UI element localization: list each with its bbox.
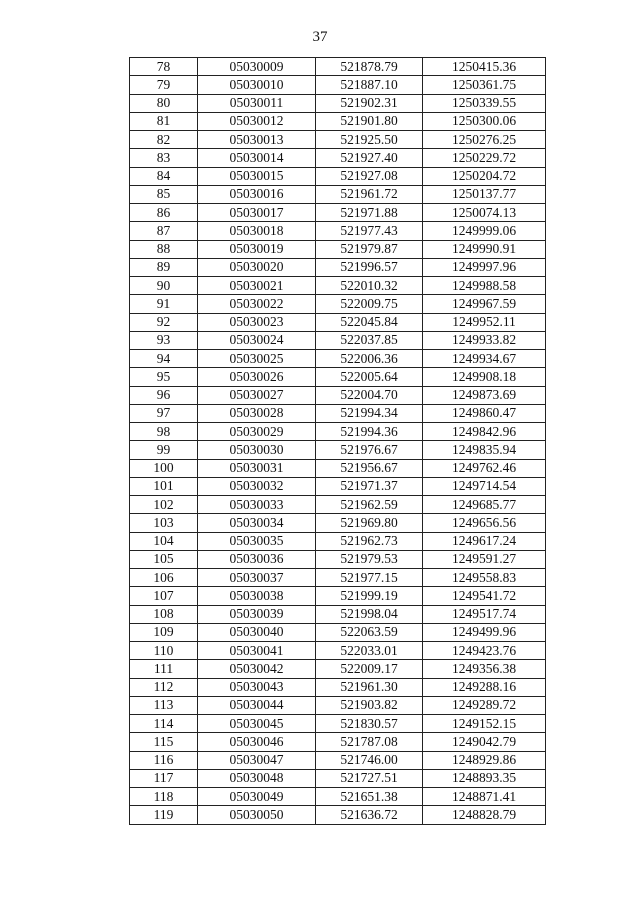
x-coordinate-cell: 521977.15	[316, 569, 423, 587]
table-row	[130, 605, 546, 623]
x-coordinate-cell: 521887.10	[316, 76, 423, 94]
table-row	[130, 423, 546, 441]
x-coordinate-cell: 521979.53	[316, 550, 423, 568]
point-id-cell: 05030042	[198, 660, 316, 678]
point-id-cell: 05030048	[198, 769, 316, 787]
row-number-cell: 96	[130, 386, 198, 404]
y-coordinate-cell: 1248893.35	[423, 769, 546, 787]
table-row	[130, 76, 546, 94]
x-coordinate-cell: 522005.64	[316, 368, 423, 386]
row-number-cell: 119	[130, 806, 198, 824]
point-id-cell: 05030045	[198, 715, 316, 733]
row-number-cell: 117	[130, 769, 198, 787]
y-coordinate-cell: 1249591.27	[423, 550, 546, 568]
y-coordinate-cell: 1249842.96	[423, 423, 546, 441]
x-coordinate-cell: 521994.36	[316, 423, 423, 441]
y-coordinate-cell: 1250204.72	[423, 167, 546, 185]
table-row	[130, 386, 546, 404]
point-id-cell: 05030025	[198, 350, 316, 368]
row-number-cell: 111	[130, 660, 198, 678]
y-coordinate-cell: 1248828.79	[423, 806, 546, 824]
y-coordinate-cell: 1249988.58	[423, 277, 546, 295]
coordinates-table	[129, 57, 546, 825]
x-coordinate-cell: 521996.57	[316, 258, 423, 276]
x-coordinate-cell: 521977.43	[316, 222, 423, 240]
x-coordinate-cell: 521976.67	[316, 441, 423, 459]
row-number-cell: 105	[130, 550, 198, 568]
point-id-cell: 05030029	[198, 423, 316, 441]
x-coordinate-cell: 521962.59	[316, 496, 423, 514]
coordinates-table-body	[130, 58, 546, 825]
page-number: 37	[312, 29, 328, 45]
row-number-cell: 82	[130, 131, 198, 149]
y-coordinate-cell: 1250415.36	[423, 58, 546, 76]
x-coordinate-cell: 521999.19	[316, 587, 423, 605]
x-coordinate-cell: 521925.50	[316, 131, 423, 149]
point-id-cell: 05030038	[198, 587, 316, 605]
y-coordinate-cell: 1250300.06	[423, 112, 546, 130]
row-number-cell: 115	[130, 733, 198, 751]
table-row	[130, 587, 546, 605]
point-id-cell: 05030017	[198, 204, 316, 222]
table-row	[130, 277, 546, 295]
x-coordinate-cell: 521961.72	[316, 185, 423, 203]
table-row	[130, 623, 546, 641]
table-row	[130, 167, 546, 185]
table-row	[130, 441, 546, 459]
y-coordinate-cell: 1250361.75	[423, 76, 546, 94]
row-number-cell: 109	[130, 623, 198, 641]
y-coordinate-cell: 1249152.15	[423, 715, 546, 733]
point-id-cell: 05030037	[198, 569, 316, 587]
row-number-cell: 116	[130, 751, 198, 769]
point-id-cell: 05030009	[198, 58, 316, 76]
row-number-cell: 114	[130, 715, 198, 733]
table-row	[130, 806, 546, 824]
table-row	[130, 678, 546, 696]
row-number-cell: 113	[130, 696, 198, 714]
x-coordinate-cell: 521746.00	[316, 751, 423, 769]
y-coordinate-cell: 1249042.79	[423, 733, 546, 751]
point-id-cell: 05030021	[198, 277, 316, 295]
table-row	[130, 569, 546, 587]
point-id-cell: 05030032	[198, 477, 316, 495]
table-row	[130, 751, 546, 769]
table-row	[130, 696, 546, 714]
row-number-cell: 101	[130, 477, 198, 495]
point-id-cell: 05030020	[198, 258, 316, 276]
table-row	[130, 204, 546, 222]
row-number-cell: 91	[130, 295, 198, 313]
row-number-cell: 89	[130, 258, 198, 276]
table-row	[130, 404, 546, 422]
table-row	[130, 514, 546, 532]
point-id-cell: 05030041	[198, 642, 316, 660]
table-row	[130, 350, 546, 368]
point-id-cell: 05030039	[198, 605, 316, 623]
point-id-cell: 05030028	[198, 404, 316, 422]
x-coordinate-cell: 521787.08	[316, 733, 423, 751]
point-id-cell: 05030013	[198, 131, 316, 149]
y-coordinate-cell: 1249860.47	[423, 404, 546, 422]
x-coordinate-cell: 522004.70	[316, 386, 423, 404]
table-row	[130, 240, 546, 258]
row-number-cell: 110	[130, 642, 198, 660]
point-id-cell: 05030019	[198, 240, 316, 258]
y-coordinate-cell: 1249714.54	[423, 477, 546, 495]
x-coordinate-cell: 522033.01	[316, 642, 423, 660]
y-coordinate-cell: 1249617.24	[423, 532, 546, 550]
point-id-cell: 05030027	[198, 386, 316, 404]
x-coordinate-cell: 521636.72	[316, 806, 423, 824]
x-coordinate-cell: 521878.79	[316, 58, 423, 76]
y-coordinate-cell: 1249952.11	[423, 313, 546, 331]
point-id-cell: 05030024	[198, 331, 316, 349]
point-id-cell: 05030034	[198, 514, 316, 532]
row-number-cell: 104	[130, 532, 198, 550]
point-id-cell: 05030047	[198, 751, 316, 769]
x-coordinate-cell: 521971.37	[316, 477, 423, 495]
row-number-cell: 84	[130, 167, 198, 185]
row-number-cell: 86	[130, 204, 198, 222]
table-row	[130, 368, 546, 386]
table-row	[130, 295, 546, 313]
row-number-cell: 80	[130, 94, 198, 112]
y-coordinate-cell: 1250137.77	[423, 185, 546, 203]
table-row	[130, 112, 546, 130]
row-number-cell: 79	[130, 76, 198, 94]
table-row	[130, 532, 546, 550]
table-row	[130, 788, 546, 806]
table-row	[130, 459, 546, 477]
point-id-cell: 05030026	[198, 368, 316, 386]
table-row	[130, 550, 546, 568]
x-coordinate-cell: 521956.67	[316, 459, 423, 477]
row-number-cell: 100	[130, 459, 198, 477]
table-row	[130, 58, 546, 76]
table-row	[130, 94, 546, 112]
row-number-cell: 102	[130, 496, 198, 514]
point-id-cell: 05030040	[198, 623, 316, 641]
row-number-cell: 106	[130, 569, 198, 587]
row-number-cell: 87	[130, 222, 198, 240]
point-id-cell: 05030018	[198, 222, 316, 240]
x-coordinate-cell: 521979.87	[316, 240, 423, 258]
point-id-cell: 05030043	[198, 678, 316, 696]
table-row	[130, 185, 546, 203]
row-number-cell: 99	[130, 441, 198, 459]
row-number-cell: 83	[130, 149, 198, 167]
row-number-cell: 85	[130, 185, 198, 203]
x-coordinate-cell: 522037.85	[316, 331, 423, 349]
row-number-cell: 95	[130, 368, 198, 386]
table-row	[130, 769, 546, 787]
y-coordinate-cell: 1250074.13	[423, 204, 546, 222]
y-coordinate-cell: 1249762.46	[423, 459, 546, 477]
y-coordinate-cell: 1249908.18	[423, 368, 546, 386]
point-id-cell: 05030033	[198, 496, 316, 514]
x-coordinate-cell: 522009.17	[316, 660, 423, 678]
y-coordinate-cell: 1249558.83	[423, 569, 546, 587]
y-coordinate-cell: 1249356.38	[423, 660, 546, 678]
point-id-cell: 05030036	[198, 550, 316, 568]
table-row	[130, 660, 546, 678]
y-coordinate-cell: 1249997.96	[423, 258, 546, 276]
x-coordinate-cell: 521927.40	[316, 149, 423, 167]
table-row	[130, 149, 546, 167]
row-number-cell: 92	[130, 313, 198, 331]
point-id-cell: 05030016	[198, 185, 316, 203]
point-id-cell: 05030010	[198, 76, 316, 94]
row-number-cell: 90	[130, 277, 198, 295]
x-coordinate-cell: 522045.84	[316, 313, 423, 331]
y-coordinate-cell: 1249499.96	[423, 623, 546, 641]
y-coordinate-cell: 1249288.16	[423, 678, 546, 696]
row-number-cell: 98	[130, 423, 198, 441]
x-coordinate-cell: 521998.04	[316, 605, 423, 623]
x-coordinate-cell: 522063.59	[316, 623, 423, 641]
y-coordinate-cell: 1249656.56	[423, 514, 546, 532]
point-id-cell: 05030031	[198, 459, 316, 477]
x-coordinate-cell: 522009.75	[316, 295, 423, 313]
table-row	[130, 331, 546, 349]
x-coordinate-cell: 521969.80	[316, 514, 423, 532]
row-number-cell: 118	[130, 788, 198, 806]
y-coordinate-cell: 1249541.72	[423, 587, 546, 605]
point-id-cell: 05030015	[198, 167, 316, 185]
row-number-cell: 93	[130, 331, 198, 349]
y-coordinate-cell: 1250229.72	[423, 149, 546, 167]
point-id-cell: 05030011	[198, 94, 316, 112]
table-row	[130, 496, 546, 514]
y-coordinate-cell: 1249423.76	[423, 642, 546, 660]
row-number-cell: 107	[130, 587, 198, 605]
x-coordinate-cell: 521903.82	[316, 696, 423, 714]
y-coordinate-cell: 1249990.91	[423, 240, 546, 258]
row-number-cell: 103	[130, 514, 198, 532]
y-coordinate-cell: 1249517.74	[423, 605, 546, 623]
row-number-cell: 108	[130, 605, 198, 623]
x-coordinate-cell: 521994.34	[316, 404, 423, 422]
y-coordinate-cell: 1249289.72	[423, 696, 546, 714]
point-id-cell: 05030023	[198, 313, 316, 331]
x-coordinate-cell: 521927.08	[316, 167, 423, 185]
y-coordinate-cell: 1250276.25	[423, 131, 546, 149]
row-number-cell: 81	[130, 112, 198, 130]
x-coordinate-cell: 522006.36	[316, 350, 423, 368]
y-coordinate-cell: 1249835.94	[423, 441, 546, 459]
y-coordinate-cell: 1249967.59	[423, 295, 546, 313]
y-coordinate-cell: 1248929.86	[423, 751, 546, 769]
point-id-cell: 05030030	[198, 441, 316, 459]
point-id-cell: 05030014	[198, 149, 316, 167]
table-row	[130, 131, 546, 149]
point-id-cell: 05030035	[198, 532, 316, 550]
y-coordinate-cell: 1249873.69	[423, 386, 546, 404]
x-coordinate-cell: 521971.88	[316, 204, 423, 222]
row-number-cell: 94	[130, 350, 198, 368]
point-id-cell: 05030044	[198, 696, 316, 714]
y-coordinate-cell: 1250339.55	[423, 94, 546, 112]
x-coordinate-cell: 521830.57	[316, 715, 423, 733]
table-row	[130, 642, 546, 660]
x-coordinate-cell: 521651.38	[316, 788, 423, 806]
y-coordinate-cell: 1249933.82	[423, 331, 546, 349]
table-row	[130, 258, 546, 276]
y-coordinate-cell: 1249685.77	[423, 496, 546, 514]
row-number-cell: 88	[130, 240, 198, 258]
table-row	[130, 222, 546, 240]
point-id-cell: 05030050	[198, 806, 316, 824]
x-coordinate-cell: 521962.73	[316, 532, 423, 550]
point-id-cell: 05030046	[198, 733, 316, 751]
point-id-cell: 05030022	[198, 295, 316, 313]
x-coordinate-cell: 521901.80	[316, 112, 423, 130]
x-coordinate-cell: 521727.51	[316, 769, 423, 787]
y-coordinate-cell: 1249934.67	[423, 350, 546, 368]
x-coordinate-cell: 522010.32	[316, 277, 423, 295]
row-number-cell: 78	[130, 58, 198, 76]
table-row	[130, 715, 546, 733]
point-id-cell: 05030049	[198, 788, 316, 806]
y-coordinate-cell: 1249999.06	[423, 222, 546, 240]
x-coordinate-cell: 521961.30	[316, 678, 423, 696]
table-row	[130, 477, 546, 495]
row-number-cell: 97	[130, 404, 198, 422]
y-coordinate-cell: 1248871.41	[423, 788, 546, 806]
table-row	[130, 733, 546, 751]
table-row	[130, 313, 546, 331]
x-coordinate-cell: 521902.31	[316, 94, 423, 112]
row-number-cell: 112	[130, 678, 198, 696]
point-id-cell: 05030012	[198, 112, 316, 130]
